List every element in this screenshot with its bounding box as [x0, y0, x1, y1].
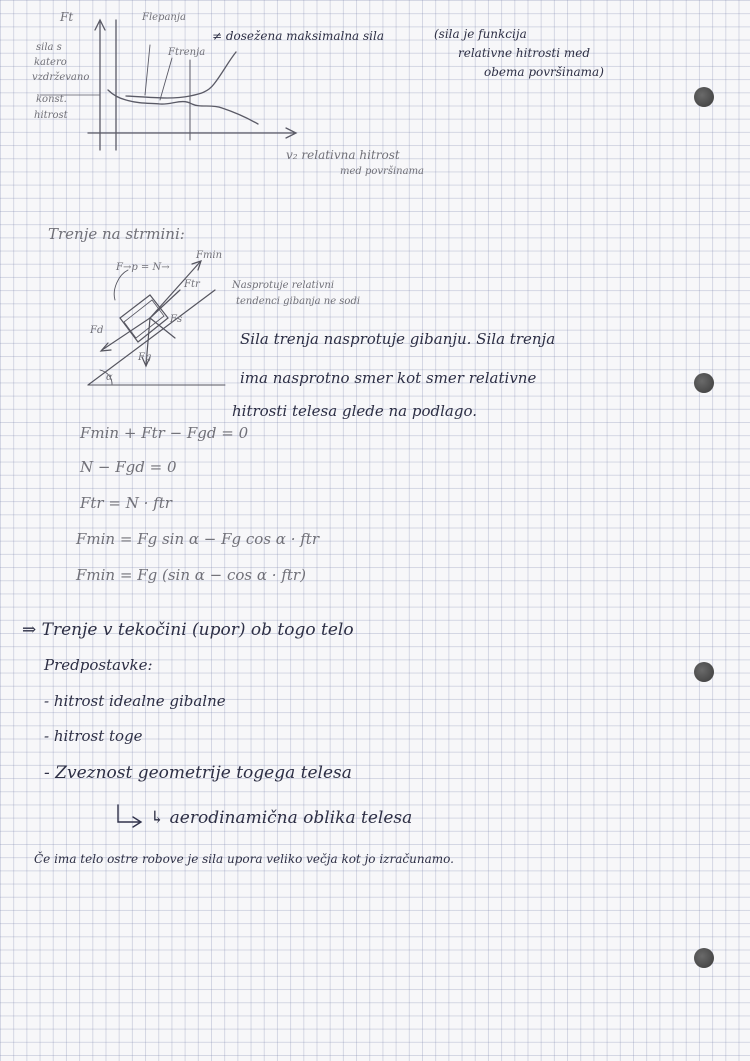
graph-caption-line: hitrost	[34, 110, 68, 121]
graph-label-ftrenja: Ftrenja	[168, 47, 206, 58]
force-label-fg: Fg	[138, 352, 152, 363]
equation: Ftr = N · ftr	[80, 494, 172, 512]
graph-equiv-text: ≠ dosežena maksimalna sila	[212, 29, 385, 43]
equation: N − Fgd = 0	[80, 458, 177, 476]
fluid-final-line: Če ima telo ostre robove je sila upora veliko večja kot jo izračunamo.	[34, 852, 454, 866]
graph-note-line: obema površinama)	[484, 65, 604, 79]
equation: Fmin = Fg (sin α − cos α · ftr)	[76, 566, 306, 584]
graph-note-line: relativne hitrosti med	[458, 46, 591, 60]
assumption-item: - hitrost idealne gibalne	[44, 692, 226, 710]
force-label-fd: Fd	[90, 325, 104, 336]
incline-text-line: hitrosti telesa glede na podlago.	[232, 402, 477, 420]
angle-label-alpha: α	[106, 372, 113, 383]
assumption-subitem: ↳ aerodinamična oblika telesa	[150, 808, 413, 828]
incline-title: Trenje na strmini:	[48, 225, 185, 243]
graph-caption-line: katero	[34, 57, 67, 68]
assumption-item: - hitrost toge	[44, 727, 143, 745]
graph-caption-line: vzdrževano	[32, 72, 90, 83]
force-label-fmin: Fmin	[196, 250, 223, 261]
graph-x-axis-label-2: med površinama	[340, 166, 425, 177]
incline-text-line: ima nasprotno smer kot smer relativne	[240, 369, 537, 387]
equation: Fmin + Ftr − Fgd = 0	[80, 424, 249, 442]
force-label-fp-n: F→p = N→	[116, 262, 170, 273]
force-label-fs: Fs	[170, 314, 183, 325]
graph-caption-line: sila s	[36, 42, 62, 53]
assumptions-title: Predpostavke:	[44, 656, 153, 674]
incline-small-note: Nasprotuje relativni	[232, 280, 335, 291]
incline-text-line: Sila trenja nasprotuje gibanju. Sila trenja	[240, 330, 556, 348]
graph-y-axis-label: Ft	[60, 10, 74, 24]
graph-label-flepanja: Flepanja	[142, 12, 186, 23]
force-label-ftr: Ftr	[184, 279, 200, 290]
assumption-item: - Zveznost geometrije togega telesa	[44, 763, 352, 783]
graph-x-axis-label: v₂ relativna hitrost	[286, 148, 400, 162]
incline-small-note: tendenci gibanja ne sodi	[236, 296, 361, 307]
graph-note-line: (sila je funkcija	[434, 27, 527, 41]
graph-caption-line: konst.	[36, 94, 67, 105]
equation: Fmin = Fg sin α − Fg cos α · ftr	[76, 530, 319, 548]
fluid-heading: ⇒ Trenje v tekočini (upor) ob togo telo	[22, 620, 354, 640]
